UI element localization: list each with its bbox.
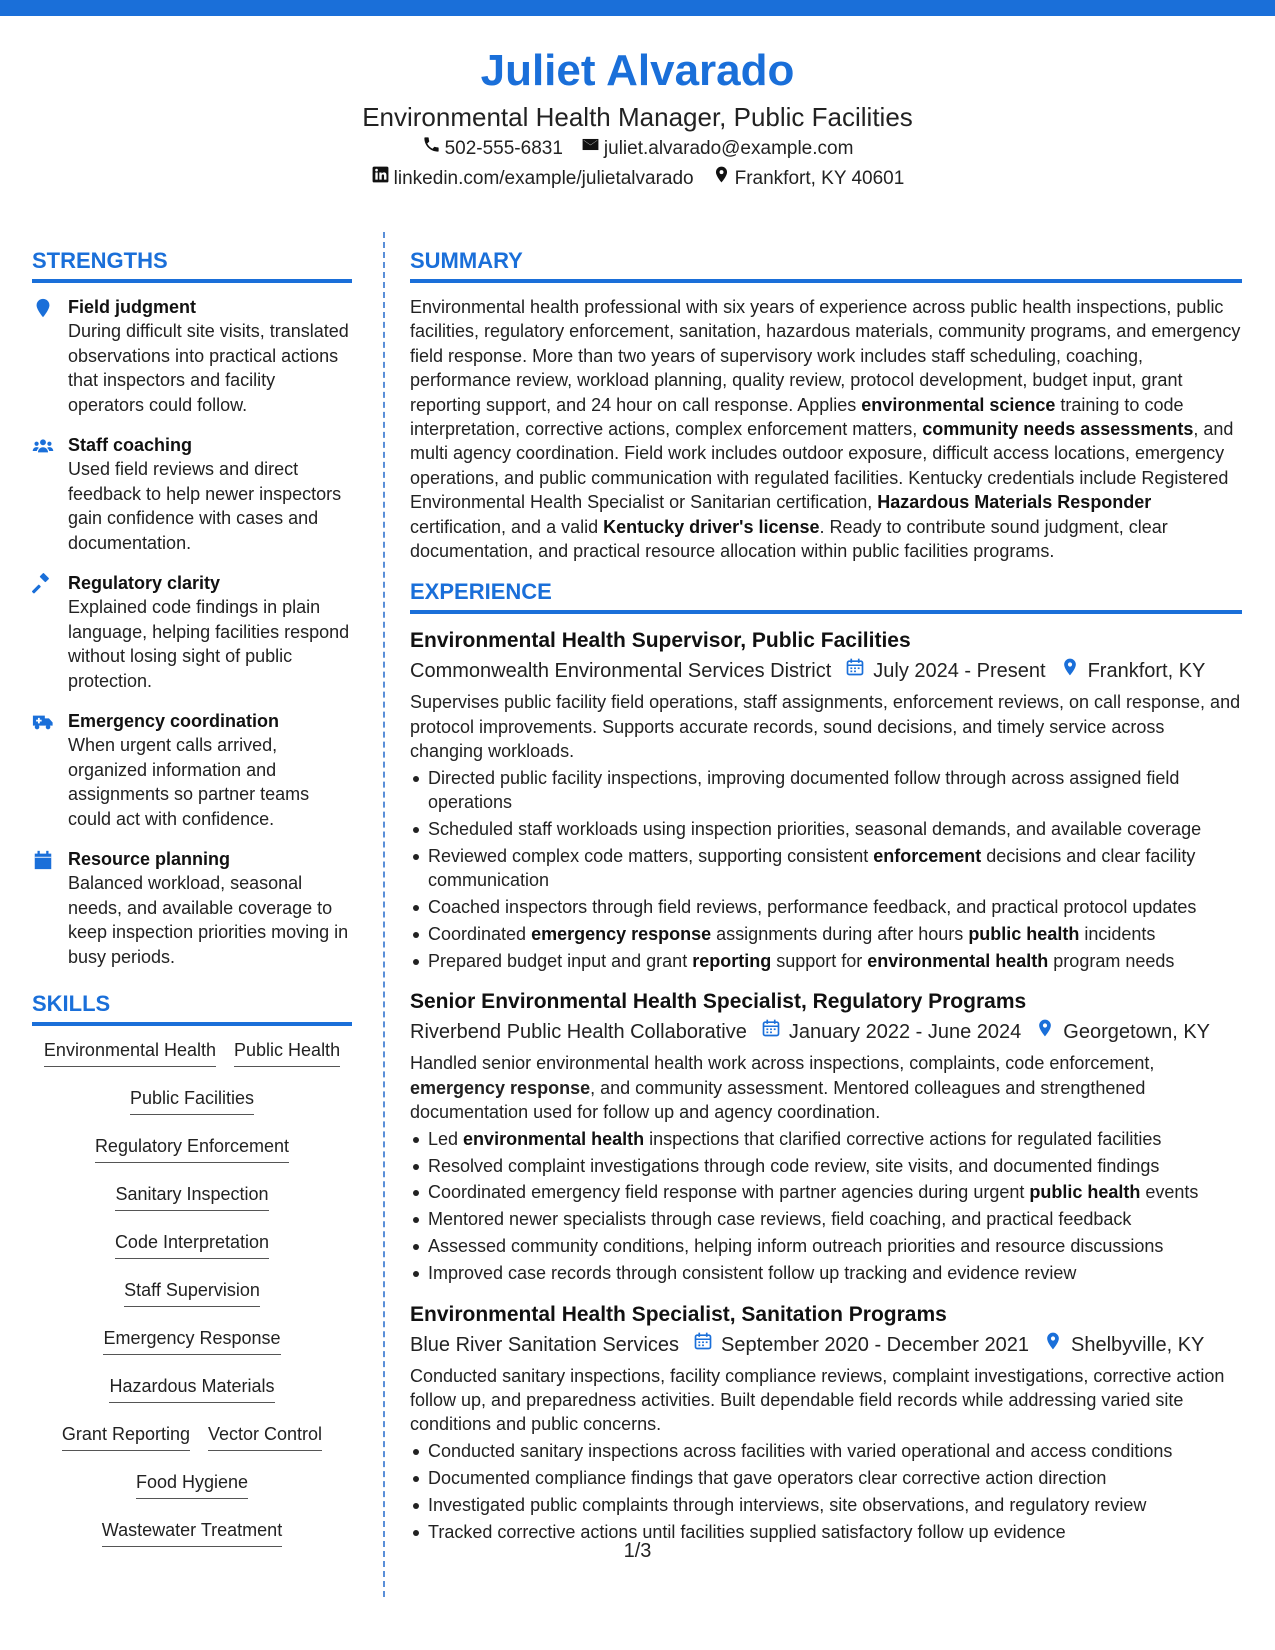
text-segment: . Ready to contribute sound judgment, clear documentation, and practical resource allocation within public facilities programs. bbox=[410, 516, 1168, 562]
job-location bbox=[1043, 1330, 1204, 1360]
text-segment: Investigated public complaints through interviews, site observations, and regulatory review bbox=[428, 1494, 1147, 1515]
text-segment: support for bbox=[771, 951, 868, 972]
job-description: Conducted sanitary inspections, facility compliance reviews, complaint investigations, corrective action follow up, and preparedness activities. Built dependable field records while addressing varied site conditions and public concerns. bbox=[410, 1365, 1225, 1435]
skill-tag: Code Interpretation bbox=[115, 1230, 269, 1259]
job-bullets bbox=[410, 766, 1242, 974]
job-bullet bbox=[410, 817, 1242, 841]
job-location-text: Frankfort, KY bbox=[1087, 660, 1206, 683]
bold-keyword: Hazardous Materials Responder bbox=[877, 492, 1152, 513]
contact-row-2 bbox=[0, 164, 1275, 194]
bold-keyword: public health bbox=[1029, 1182, 1141, 1203]
skills-row bbox=[32, 1230, 352, 1259]
location-contact bbox=[712, 164, 905, 194]
strength-item bbox=[32, 433, 352, 555]
users-icon bbox=[32, 433, 54, 555]
skills-row bbox=[32, 1182, 352, 1211]
skills-list bbox=[32, 1038, 352, 1547]
phone-contact bbox=[422, 134, 563, 164]
summary-text bbox=[410, 295, 1242, 563]
job-bullet bbox=[410, 895, 1242, 919]
job-meta bbox=[410, 1330, 1242, 1360]
strength-desc: Balanced workload, seasonal needs, and available coverage to keep inspection priorities moving in busy periods. bbox=[68, 873, 349, 967]
strength-desc: When urgent calls arrived, organized information and assignments so partner teams could act with confidence. bbox=[68, 735, 310, 829]
job-bullets bbox=[410, 1127, 1242, 1286]
text-segment: Coordinated bbox=[428, 924, 532, 945]
bold-keyword: Kentucky driver's license bbox=[603, 516, 820, 537]
strength-desc: Explained code findings in plain language, helping facilities respond without losing sight of public protection. bbox=[68, 597, 350, 691]
skills-row bbox=[32, 1374, 352, 1403]
skill-tag: Public Facilities bbox=[130, 1086, 254, 1115]
linkedin-text[interactable]: linkedin.com/example/julietalvarado bbox=[393, 168, 694, 189]
calendar-icon bbox=[845, 656, 865, 686]
skill-tag: Staff Supervision bbox=[124, 1278, 260, 1307]
bold-keyword: community needs assessments bbox=[922, 419, 1194, 440]
job-bullet bbox=[410, 1439, 1242, 1463]
job-dates-text: September 2020 - December 2021 bbox=[721, 1333, 1029, 1356]
text-segment: decisions and clear facility communication bbox=[428, 845, 1196, 891]
text-segment: events bbox=[1140, 1182, 1199, 1203]
skill-tag: Sanitary Inspection bbox=[115, 1182, 268, 1211]
job-dates bbox=[845, 656, 1045, 686]
skills-row bbox=[32, 1470, 352, 1499]
job-location bbox=[1060, 656, 1206, 686]
page-number: 1/3 bbox=[623, 1540, 652, 1562]
skill-tag: Food Hygiene bbox=[136, 1470, 248, 1499]
job-bullet bbox=[410, 1466, 1242, 1490]
job-company: Blue River Sanitation Services bbox=[410, 1333, 680, 1356]
job-location bbox=[1035, 1017, 1210, 1047]
job-location-text: Shelbyville, KY bbox=[1070, 1333, 1205, 1356]
email-text[interactable]: juliet.alvarado@example.com bbox=[603, 138, 854, 159]
job-meta bbox=[410, 1017, 1242, 1047]
text-segment: inspections that clarified corrective actions for regulated facilities bbox=[644, 1128, 1162, 1149]
skill-tag: Emergency Response bbox=[103, 1326, 280, 1355]
job-location-text: Georgetown, KY bbox=[1063, 1021, 1211, 1044]
resume-header bbox=[0, 44, 1275, 194]
calendar-icon bbox=[693, 1330, 713, 1360]
text-segment: Coached inspectors through field reviews, performance feedback, and practical protocol updates bbox=[428, 897, 1197, 918]
job-description bbox=[410, 1051, 1242, 1124]
strength-title: Field judgment bbox=[68, 297, 196, 317]
linkedin-icon bbox=[371, 164, 390, 194]
ambulance-icon bbox=[32, 709, 54, 831]
job-dates bbox=[693, 1330, 1029, 1360]
strength-title: Resource planning bbox=[68, 849, 231, 869]
strengths-heading: STRENGTHS bbox=[32, 246, 352, 283]
bold-keyword: environmental health bbox=[867, 951, 1049, 972]
bold-keyword: reporting bbox=[692, 951, 772, 972]
text-segment: Led bbox=[428, 1128, 464, 1149]
strength-title: Staff coaching bbox=[68, 435, 193, 455]
location-text: Frankfort, KY 40601 bbox=[734, 168, 905, 189]
bold-keyword: enforcement bbox=[873, 845, 982, 866]
job-dates bbox=[761, 1017, 1021, 1047]
skills-row bbox=[32, 1086, 352, 1115]
top-accent-bar bbox=[0, 0, 1275, 16]
text-segment: assignments during after hours bbox=[711, 924, 969, 945]
calendar-icon bbox=[32, 847, 54, 969]
job-dates-text: July 2024 - Present bbox=[873, 660, 1046, 683]
job-title: Environmental Health Supervisor, Public Facilities bbox=[410, 629, 911, 653]
skills-row bbox=[32, 1038, 352, 1067]
experience-list bbox=[410, 626, 1242, 1543]
map-pin-icon bbox=[1060, 656, 1080, 686]
strength-item bbox=[32, 709, 352, 831]
text-segment: incidents bbox=[1079, 924, 1156, 945]
skills-row bbox=[32, 1134, 352, 1163]
job-description: Supervises public facility field operations, staff assignments, enforcement reviews, on call response, and protocol improvements. Supports accurate records, sound decisions, and timely service across changing workloads. bbox=[410, 692, 1241, 762]
right-column bbox=[410, 246, 1242, 1558]
strength-item bbox=[32, 847, 352, 969]
envelope-icon bbox=[581, 134, 600, 164]
contact-row-1 bbox=[0, 134, 1275, 164]
job-title: Environmental Health Specialist, Sanitation Programs bbox=[410, 1302, 947, 1326]
skills-row bbox=[32, 1326, 352, 1355]
map-pin-icon bbox=[1035, 1017, 1055, 1047]
job-company: Riverbend Public Health Collaborative bbox=[410, 1021, 747, 1044]
text-segment: Directed public facility inspections, improving documented follow through across assigned field operations bbox=[428, 767, 1180, 813]
email-contact[interactable] bbox=[581, 134, 854, 164]
map-pin-icon bbox=[32, 295, 54, 417]
strength-item bbox=[32, 295, 352, 417]
job-bullet bbox=[410, 1261, 1242, 1285]
job-meta bbox=[410, 656, 1242, 686]
calendar-icon bbox=[761, 1017, 781, 1047]
skill-tag: Environmental Health bbox=[44, 1038, 216, 1067]
text-segment: Reviewed complex code matters, supporting consistent bbox=[428, 845, 874, 866]
text-segment: program needs bbox=[1048, 951, 1175, 972]
bold-keyword: environmental science bbox=[861, 394, 1056, 415]
job-bullet bbox=[410, 1493, 1242, 1517]
job-entry bbox=[410, 626, 1242, 973]
job-bullet bbox=[410, 1234, 1242, 1258]
text-segment: Documented compliance findings that gave operators clear corrective action direction bbox=[428, 1467, 1107, 1488]
text-segment: training to code interpretation, corrective actions, complex enforcement matters, bbox=[410, 394, 1184, 440]
job-bullet bbox=[410, 922, 1242, 946]
text-segment: Handled senior environmental health work across inspections, complaints, code enforcement, bbox=[410, 1053, 1155, 1074]
candidate-title: Environmental Health Manager, Public Facilities bbox=[362, 102, 913, 132]
bold-keyword: emergency response bbox=[410, 1077, 591, 1098]
job-bullet bbox=[410, 844, 1242, 893]
linkedin-contact[interactable] bbox=[371, 164, 694, 194]
strength-desc: Used field reviews and direct feedback to help newer inspectors gain confidence with cases and documentation. bbox=[68, 459, 342, 553]
skills-row bbox=[32, 1278, 352, 1307]
bold-keyword: public health bbox=[968, 924, 1080, 945]
text-segment: Prepared budget input and grant bbox=[428, 951, 693, 972]
column-divider bbox=[383, 232, 385, 1597]
strength-title: Emergency coordination bbox=[68, 711, 280, 731]
gavel-icon bbox=[32, 571, 54, 693]
text-segment: Environmental health professional with six years of experience across public health inspections, public facilities, regulatory enforcement, sanitation, hazardous materials, community programs, and emergency field response. More than two years of supervisory work includes staff scheduling, coaching, performance review, workload planning, quality review, protocol development, budget input, grant reporting support, and 24 hour on call response. Applies bbox=[410, 297, 1241, 415]
text-segment: Resolved complaint investigations through code review, site visits, and documented findings bbox=[428, 1155, 1160, 1176]
skills-row bbox=[32, 1422, 352, 1451]
text-segment: Scheduled staff workloads using inspection priorities, seasonal demands, and available coverage bbox=[428, 819, 1202, 839]
strength-title: Regulatory clarity bbox=[68, 573, 221, 593]
strengths-list bbox=[32, 295, 352, 969]
job-bullet bbox=[410, 1127, 1242, 1151]
text-segment: Conducted sanitary inspections across facilities with varied operational and access conditions bbox=[428, 1440, 1173, 1461]
summary-heading: SUMMARY bbox=[410, 246, 1242, 283]
text-segment: Tracked corrective actions until facilities supplied satisfactory follow up evidence bbox=[428, 1521, 1066, 1542]
text-segment: , and community assessment. Mentored colleagues and strengthened documentation used for follow up and agency coordination. bbox=[410, 1077, 1146, 1123]
job-bullet bbox=[410, 1207, 1242, 1231]
strength-item bbox=[32, 571, 352, 693]
phone-icon bbox=[422, 134, 441, 164]
job-bullets bbox=[410, 1439, 1242, 1544]
text-segment: , and multi agency coordination. Field work includes outdoor exposure, difficult access locations, emergency operations, and public communication with regulated facilities. Kentucky credentials include Registered Environmental Health Specialist or Sanitarian certification, bbox=[410, 419, 1234, 513]
left-column bbox=[32, 246, 352, 1566]
text-segment: Mentored newer specialists through case reviews, field coaching, and practical feedback bbox=[428, 1209, 1132, 1230]
skill-tag: Public Health bbox=[234, 1038, 340, 1067]
skills-heading: SKILLS bbox=[32, 989, 352, 1026]
job-entry bbox=[410, 987, 1242, 1285]
strength-desc: During difficult site visits, translated observations into practical actions that inspectors and facility operators could follow. bbox=[68, 321, 349, 415]
job-bullet bbox=[410, 766, 1242, 815]
bold-keyword: environmental health bbox=[463, 1128, 645, 1149]
skill-tag: Regulatory Enforcement bbox=[95, 1134, 289, 1163]
skill-tag: Hazardous Materials bbox=[109, 1374, 274, 1403]
job-dates-text: January 2022 - June 2024 bbox=[788, 1021, 1022, 1044]
map-pin-icon bbox=[1043, 1330, 1063, 1360]
text-segment: Coordinated emergency field response with partner agencies during urgent bbox=[428, 1182, 1030, 1203]
job-title: Senior Environmental Health Specialist, Regulatory Programs bbox=[410, 990, 1027, 1014]
skill-tag: Grant Reporting bbox=[62, 1422, 190, 1451]
job-company: Commonwealth Environmental Services District bbox=[410, 660, 832, 683]
job-bullet bbox=[410, 949, 1242, 973]
bold-keyword: emergency response bbox=[531, 924, 712, 945]
text-segment: certification, and a valid bbox=[410, 516, 604, 537]
experience-heading: EXPERIENCE bbox=[410, 577, 1242, 614]
text-segment: Assessed community conditions, helping inform outreach priorities and resource discussions bbox=[428, 1236, 1164, 1257]
job-bullet bbox=[410, 1180, 1242, 1204]
skill-tag: Vector Control bbox=[208, 1422, 322, 1451]
job-bullet bbox=[410, 1154, 1242, 1178]
map-pin-icon bbox=[712, 164, 731, 194]
skill-tag: Wastewater Treatment bbox=[102, 1518, 282, 1547]
candidate-name: Juliet Alvarado bbox=[480, 46, 795, 95]
text-segment: Improved case records through consistent follow up tracking and evidence review bbox=[428, 1263, 1077, 1284]
phone-text: 502-555-6831 bbox=[444, 138, 563, 159]
job-entry bbox=[410, 1300, 1242, 1544]
